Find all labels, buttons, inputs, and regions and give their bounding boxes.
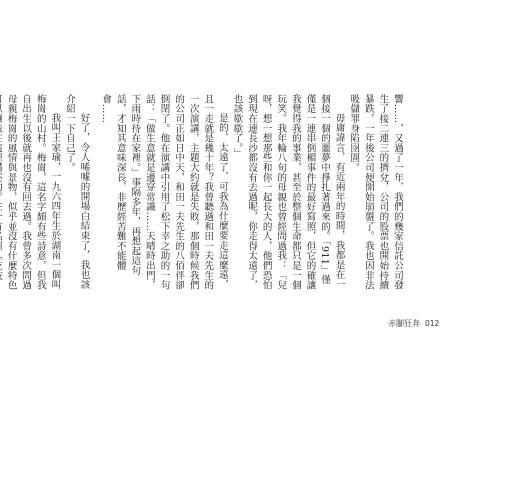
paragraph-5: 我叫王家瑜，一九六四年生於湖南一個叫梅崗的山村。梅崗，這名字頗有些詩意，但我自出生以後就再也沒有回去過。我曾多次問過母親梅崗的風情與景物，似乎並沒有什麼特色 <box>5 94 61 290</box>
body-text <box>5 94 404 294</box>
paragraph-3: 是的，太遠了，可我為什麼要走這麼遠，且一走就是幾十年？我曾聽過和田一夫先生的一次演講，主題大約就是失敗，那個時候我們的公司正如日中天，和田一夫先生的八佰伴卻倒閉了。他在演講中引用了松下幸之助的一句話：「做生意就是邊穿常識……天晴時出門，下雨時待在家裡。」事隔多年，再想起這句話，才知其意味深長，非歷經苦難不能體會…… <box>100 94 228 290</box>
page-footer <box>388 318 439 329</box>
paragraph-4: 好了，令人唏噓的開場白結束了，我也該介紹一下自己了。 <box>63 94 90 290</box>
paragraph-1: 響……，又過了一年，我們的幾家信託公司發生了接二連三的擠兌，公司的股票也開始持續暴跌，一年後公司便開始崩盤了。我也因非法吸儲罪身陷囹圄。 <box>348 94 403 290</box>
paragraph-2: 毋庸諱言，有近兩年的時間，我都是在一個接一個的噩夢中掙扎著過來的。「911」僅僅是一連串倒楣事件的最好寫照，但它的確讓我覺得我的事業，甚至於整個生命都只是一個玩笑。我年輪八旬的母親也曾經問過我：「兒呀，想一想那些和你一起長大的人，他們恐怕到現在連長沙都沒有去過呢，你走得太遠了，也該歇歇了。」 <box>231 94 345 290</box>
running-title: 赤腳狂奔 <box>388 319 420 328</box>
page-number: 012 <box>425 319 440 328</box>
